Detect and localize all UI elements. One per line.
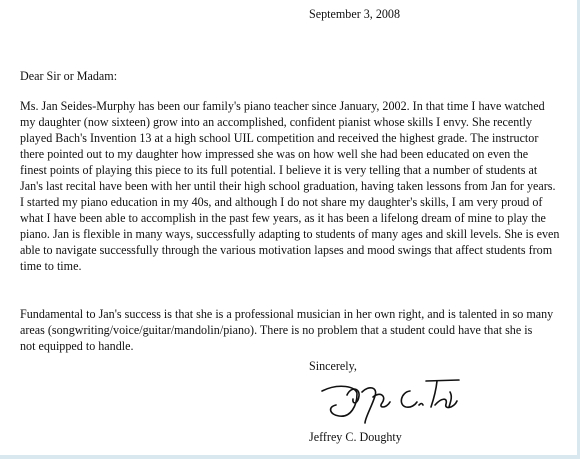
paragraph-2: [20, 194, 560, 274]
paragraph-3-line: areas (songwriting/voice/guitar/mandolin/piano). There is no problem that a student could have that she is: [20, 323, 533, 337]
paragraph-1-line: Ms. Jan Seides-Murphy has been our family's piano teacher since January, 2002. In that time I have watched: [20, 99, 545, 113]
paragraph-3-line: not equipped to handle.: [20, 339, 134, 353]
paragraph-1-line: there pointed out to my daughter how impressed she was on how well she had been educated on even the: [20, 147, 529, 161]
bottom-scan-border: [0, 455, 580, 459]
paragraph-2-line: able to navigate successfully through the various motivation lapses and mood swings that affect students from: [20, 243, 553, 257]
paragraph-2-line: piano. Jan is flexible in many ways, successfully adapting to students of many ages and skill levels. She is even: [20, 227, 560, 241]
paragraph-1: [20, 98, 560, 194]
paragraph-1-line: my daughter (now sixteen) grow into an accomplished, confident pianist whose skills I envy. She recently: [20, 115, 533, 129]
paragraph-3: [20, 306, 560, 354]
letter-date: September 3, 2008: [309, 7, 401, 21]
paragraph-1-line: finest points of playing this piece to its full potential. I believe it is very telling that a number of students at: [20, 163, 538, 177]
paragraph-2-line: time to time.: [20, 259, 82, 273]
handwritten-signature: [318, 374, 468, 426]
salutation: Dear Sir or Madam:: [20, 69, 118, 83]
closing: Sincerely,: [309, 359, 357, 373]
paragraph-3-line: Fundamental to Jan's success is that she is a professional musician in her own right, and is talented in so many: [20, 307, 554, 321]
paragraph-2-line: what I have been able to accomplish in the past few years, as it has been a lifelong dream of mine to play the: [20, 211, 546, 225]
paragraph-2-line: I started my piano education in my 40s, and although I do not share my daughter's skills, I am very proud of: [20, 195, 543, 209]
paragraph-1-line: played Bach's Invention 13 at a high school UIL competition and received the highest grade. The instructor: [20, 131, 539, 145]
signer-name: Jeffrey C. Doughty: [309, 430, 402, 444]
paragraph-1-line: Jan's last recital have been with her until their high school graduation, having taken lessons from Jan for years.: [20, 179, 556, 193]
